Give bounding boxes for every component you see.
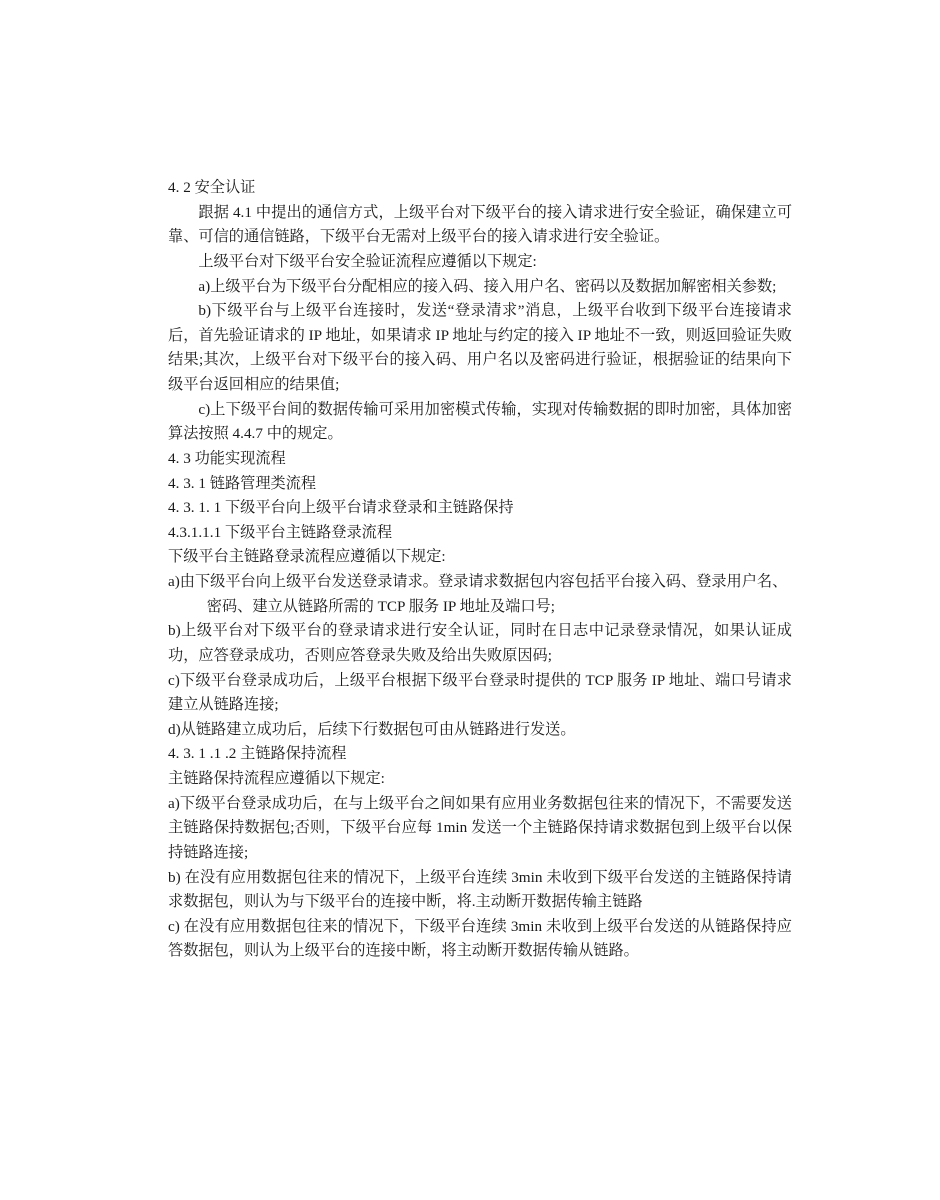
list-item-a: a)上级平台为下级平台分配相应的接入码、接入用户名、密码以及数据加解密相关参数; bbox=[198, 277, 777, 295]
login-item-c: c)下级平台登录成功后，上级平台根据下级平台登录时提供的 TCP 服务 IP 地址、端口号请求建立从链路连接; bbox=[168, 671, 792, 714]
document-body bbox=[168, 176, 792, 964]
heading-4-3-1-1: 4. 3. 1. 1 下级平台向上级平台请求登录和主链路保持 bbox=[168, 499, 514, 517]
heading-4-2: 4. 2 安全认证 bbox=[168, 179, 256, 196]
keep-item-c: c) 在没有应用数据包往来的情况下，下级平台连续 3min 未收到上级平台发送的从链路保持应答数据包，则认为上级平台的连接中断，将主动断开数据传输从链路。 bbox=[168, 917, 792, 960]
keep-item-a: a)下级平台登录成功后，在与上级平台之间如果有应用业务数据包往来的情况下，不需要发送主链路保持数据包;否则，下级平台应每 1min 发送一个主链路保持请求数据包到上级平台以保持链路连接; bbox=[168, 794, 792, 861]
login-item-b: b)上级平台对下级平台的登录请求进行安全认证，同时在日志中记录登录情况，如果认证成功，应答登录成功，否则应答登录失败及给出失败原因码; bbox=[168, 622, 792, 664]
paragraph-4-2-intro: 跟据 4.1 中提出的通信方式，上级平台对下级平台的接入请求进行安全验证，确保建立可靠、可信的通信链路，下级平台无需对上级平台的接入请求进行安全验证。 bbox=[168, 203, 792, 246]
heading-4-3: 4. 3 功能实现流程 bbox=[168, 449, 286, 467]
list-item-c: c)上下级平台间的数据传输可采用加密模式传输，实现对传输数据的即时加密，具体加密算法按照 4.4.7 中的规定。 bbox=[168, 400, 792, 443]
heading-4-3-1-1-1: 4.3.1.1.1 下级平台主链路登录流程 bbox=[168, 523, 393, 541]
paragraph-login-rule: 下级平台主链路登录流程应遵循以下规定: bbox=[168, 548, 446, 566]
list-item-b: b)下级平台与上级平台连接时，发送“登录清求”消息，上级平台收到下级平台连接请求后，首先验证请求的 IP 地址，如果请求 IP 地址与约定的接入 IP 地址不一致，则返回验证失败结果;其次，上级平台对下级平台的接入码、用户名以及密码进行验证，根据验证的结果向下级平台返回相应的结果值; bbox=[168, 302, 792, 393]
keep-item-b: b) 在没有应用数据包往来的情况下，上级平台连续 3min 未收到下级平台发送的主链路保持请求数据包，则认为与下级平台的连接中断，将.主动断开数据传输主链路 bbox=[168, 868, 792, 911]
paragraph-keep-rule: 主链路保持流程应遵循以下规定: bbox=[168, 770, 385, 787]
heading-4-3-1-1-2: 4. 3. 1 .1 .2 主链路保持流程 bbox=[168, 745, 347, 763]
login-item-a: a)由下级平台向上级平台发送登录请求。登录请求数据包内容包括平台接入码、登录用户名、 bbox=[168, 573, 788, 590]
paragraph-4-2-flow-intro: 上级平台对下级平台安全验证流程应遵循以下规定: bbox=[198, 252, 537, 270]
login-item-d: d)从链路建立成功后，后续下行数据包可由从链路进行发送。 bbox=[168, 720, 576, 738]
heading-4-3-1: 4. 3. 1 链路管理类流程 bbox=[168, 474, 317, 492]
login-item-a-continued: 密码、建立从链路所需的 TCP 服务 IP 地址及端口号; bbox=[206, 597, 555, 615]
